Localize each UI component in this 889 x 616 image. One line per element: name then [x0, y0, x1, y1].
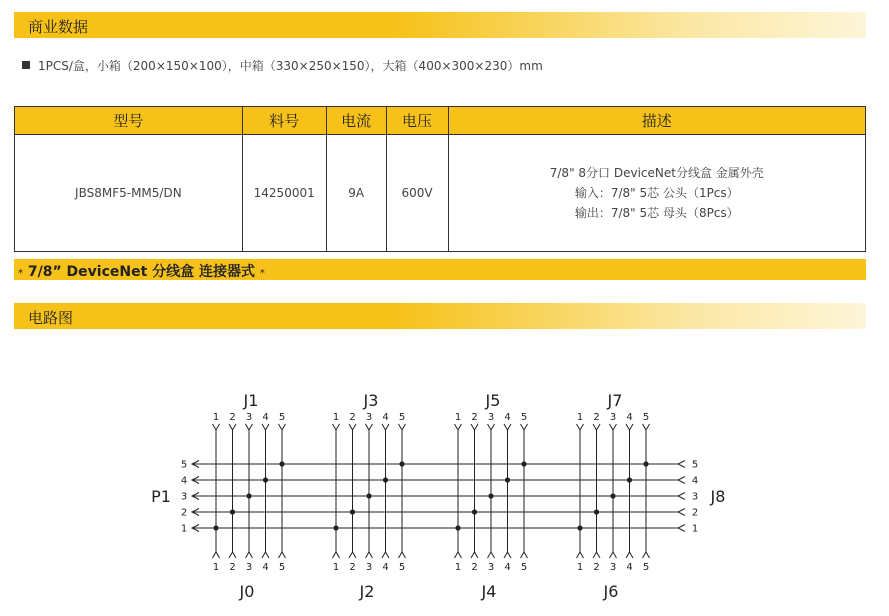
- col-header-voltage: 电压: [386, 107, 448, 135]
- packaging-text: 1PCS/盒，小箱（200×150×100），中箱（330×250×150），大箱（400×300×230）mm: [38, 59, 543, 73]
- pin-arrow-top-icon: [626, 424, 633, 430]
- pin-number-bottom: 1: [212, 562, 220, 573]
- pin-arrow-bottom-icon: [504, 552, 511, 558]
- pin-arrow-top-icon: [521, 424, 528, 430]
- pin-arrow-top-icon: [246, 424, 253, 430]
- pin-arrow-bottom-icon: [521, 552, 528, 558]
- pin-arrow-top-icon: [455, 424, 462, 430]
- line-number-left: 4: [180, 475, 188, 487]
- pin-arrow-top-icon: [471, 424, 478, 430]
- pin-arrow-bottom-icon: [262, 552, 269, 558]
- pin-number-bottom: 4: [504, 562, 511, 573]
- line-number-left: 3: [180, 491, 188, 503]
- line-number-right: 5: [691, 459, 699, 471]
- pin-number-top: 2: [349, 412, 356, 423]
- junction-dot: [521, 461, 526, 466]
- pin-arrow-top-icon: [262, 424, 269, 430]
- junction-dot: [246, 493, 251, 498]
- connector-label-bottom: J4: [481, 582, 497, 601]
- pin-number-bottom: 4: [382, 562, 389, 573]
- pin-number-bottom: 2: [471, 562, 478, 573]
- junction-dot: [472, 509, 477, 514]
- pin-number-bottom: 1: [332, 562, 340, 573]
- junction-dot: [366, 493, 371, 498]
- pin-number-bottom: 4: [626, 562, 633, 573]
- junction-dot: [488, 493, 493, 498]
- cell-model: JBS8MF5-MM5/DN: [15, 135, 243, 252]
- pin-number-bottom: 5: [520, 562, 528, 573]
- pin-number-top: 3: [609, 412, 617, 423]
- line-number-right: 4: [691, 475, 699, 487]
- pin-number-bottom: 5: [278, 562, 286, 573]
- junction-dot: [610, 493, 615, 498]
- pin-number-bottom: 1: [576, 562, 584, 573]
- right-arrow-icon: [678, 493, 685, 500]
- pin-arrow-bottom-icon: [626, 552, 633, 558]
- pin-number-top: 3: [487, 412, 495, 423]
- pin-number-top: 4: [382, 412, 389, 423]
- junction-dot: [350, 509, 355, 514]
- bullet-square-icon: [22, 61, 30, 69]
- pin-arrow-bottom-icon: [246, 552, 253, 558]
- junction-dot: [577, 525, 582, 530]
- connector-label-top: J1: [243, 391, 259, 410]
- pin-number-top: 1: [332, 412, 340, 423]
- pin-arrow-top-icon: [488, 424, 495, 430]
- spec-table: [14, 106, 866, 252]
- pin-number-top: 3: [365, 412, 373, 423]
- pin-number-top: 4: [504, 412, 511, 423]
- junction-dot: [455, 525, 460, 530]
- pin-number-top: 5: [398, 412, 406, 423]
- pin-number-top: 5: [520, 412, 528, 423]
- packaging-info: [22, 57, 543, 74]
- section-header-business: [14, 12, 866, 38]
- desc-line: 输入：7/8" 5芯 公头（1Pcs）: [574, 186, 739, 200]
- junction-dot: [333, 525, 338, 530]
- pin-number-top: 1: [576, 412, 584, 423]
- connector-label-bottom: J2: [359, 582, 375, 601]
- pin-arrow-bottom-icon: [366, 552, 373, 558]
- pin-number-top: 5: [278, 412, 286, 423]
- pin-arrow-bottom-icon: [229, 552, 236, 558]
- right-arrow-icon: [678, 461, 685, 468]
- pin-arrow-bottom-icon: [382, 552, 389, 558]
- right-arrow-icon: [678, 477, 685, 484]
- desc-line: 7/8" 8分口 DeviceNet分线盒 金属外壳: [549, 166, 764, 180]
- pin-arrow-bottom-icon: [610, 552, 617, 558]
- col-header-current: 电流: [326, 107, 386, 135]
- pin-number-top: 5: [642, 412, 650, 423]
- pin-number-bottom: 4: [262, 562, 269, 573]
- pin-number-bottom: 5: [398, 562, 406, 573]
- junction-dot: [643, 461, 648, 466]
- pin-number-top: 2: [593, 412, 600, 423]
- cell-part-no: 14250001: [242, 135, 326, 252]
- line-number-left: 1: [180, 523, 188, 535]
- pin-arrow-bottom-icon: [333, 552, 340, 558]
- pin-number-bottom: 1: [454, 562, 462, 573]
- pin-arrow-top-icon: [366, 424, 373, 430]
- pin-arrow-top-icon: [577, 424, 584, 430]
- pin-number-bottom: 2: [229, 562, 236, 573]
- pin-arrow-bottom-icon: [643, 552, 650, 558]
- connector-banner: [14, 259, 866, 280]
- pin-arrow-bottom-icon: [213, 552, 220, 558]
- junction-dot: [594, 509, 599, 514]
- connector-banner-text: * 7/8” DeviceNet 分线盒 连接器式 *: [18, 264, 265, 280]
- pin-number-top: 2: [471, 412, 478, 423]
- connector-label-top: J3: [363, 391, 379, 410]
- pin-arrow-top-icon: [593, 424, 600, 430]
- table-header-row: [15, 107, 866, 135]
- pin-number-top: 4: [626, 412, 633, 423]
- pin-number-top: 1: [212, 412, 220, 423]
- connector-label-j8: J8: [710, 487, 726, 506]
- connector-label-bottom: J0: [239, 582, 255, 601]
- section-title-circuit: 电路图: [28, 309, 74, 327]
- right-arrow-icon: [678, 509, 685, 516]
- pin-arrow-top-icon: [213, 424, 220, 430]
- connector-label-top: J5: [485, 391, 501, 410]
- pin-number-bottom: 2: [593, 562, 600, 573]
- junction-dot: [263, 477, 268, 482]
- pin-number-bottom: 3: [609, 562, 617, 573]
- pin-number-top: 4: [262, 412, 269, 423]
- connector-label-bottom: J6: [603, 582, 619, 601]
- pin-number-top: 1: [454, 412, 462, 423]
- pin-arrow-top-icon: [643, 424, 650, 430]
- pin-number-top: 2: [229, 412, 236, 423]
- pin-arrow-top-icon: [229, 424, 236, 430]
- pin-arrow-bottom-icon: [471, 552, 478, 558]
- junction-dot: [505, 477, 510, 482]
- desc-line: 输出：7/8" 5芯 母头（8Pcs）: [574, 206, 739, 220]
- connector-label-p1: P1: [151, 487, 171, 506]
- cell-current: 9A: [326, 135, 386, 252]
- pin-arrow-top-icon: [610, 424, 617, 430]
- section-header-circuit: [14, 303, 866, 329]
- section-title-business: 商业数据: [28, 18, 89, 36]
- junction-dot: [230, 509, 235, 514]
- right-arrow-icon: [678, 525, 685, 532]
- line-number-right: 2: [691, 507, 699, 519]
- pin-arrow-bottom-icon: [577, 552, 584, 558]
- pin-arrow-bottom-icon: [399, 552, 406, 558]
- pin-arrow-top-icon: [504, 424, 511, 430]
- pin-arrow-top-icon: [279, 424, 286, 430]
- pin-arrow-bottom-icon: [349, 552, 356, 558]
- junction-dot: [627, 477, 632, 482]
- pin-arrow-top-icon: [349, 424, 356, 430]
- cell-description: [448, 135, 865, 252]
- junction-dot: [383, 477, 388, 482]
- line-number-right: 3: [691, 491, 699, 503]
- col-header-model: 型号: [15, 107, 243, 135]
- line-number-left: 5: [180, 459, 188, 471]
- pin-arrow-bottom-icon: [488, 552, 495, 558]
- cell-voltage: 600V: [386, 135, 448, 252]
- junction-dot: [279, 461, 284, 466]
- pin-arrow-top-icon: [382, 424, 389, 430]
- pin-number-bottom: 2: [349, 562, 356, 573]
- pin-arrow-top-icon: [399, 424, 406, 430]
- pin-number-bottom: 3: [487, 562, 495, 573]
- pin-arrow-top-icon: [333, 424, 340, 430]
- junction-dot: [213, 525, 218, 530]
- line-number-left: 2: [180, 507, 188, 519]
- circuit-diagram: [0, 380, 889, 616]
- junction-dot: [399, 461, 404, 466]
- pin-arrow-bottom-icon: [593, 552, 600, 558]
- line-number-right: 1: [691, 523, 699, 535]
- table-row: [15, 135, 866, 252]
- pin-number-bottom: 5: [642, 562, 650, 573]
- pin-number-bottom: 3: [365, 562, 373, 573]
- col-header-part-no: 料号: [242, 107, 326, 135]
- pin-arrow-bottom-icon: [279, 552, 286, 558]
- connector-label-top: J7: [607, 391, 623, 410]
- pin-arrow-bottom-icon: [455, 552, 462, 558]
- pin-number-bottom: 3: [245, 562, 253, 573]
- col-header-description: 描述: [448, 107, 865, 135]
- pin-number-top: 3: [245, 412, 253, 423]
